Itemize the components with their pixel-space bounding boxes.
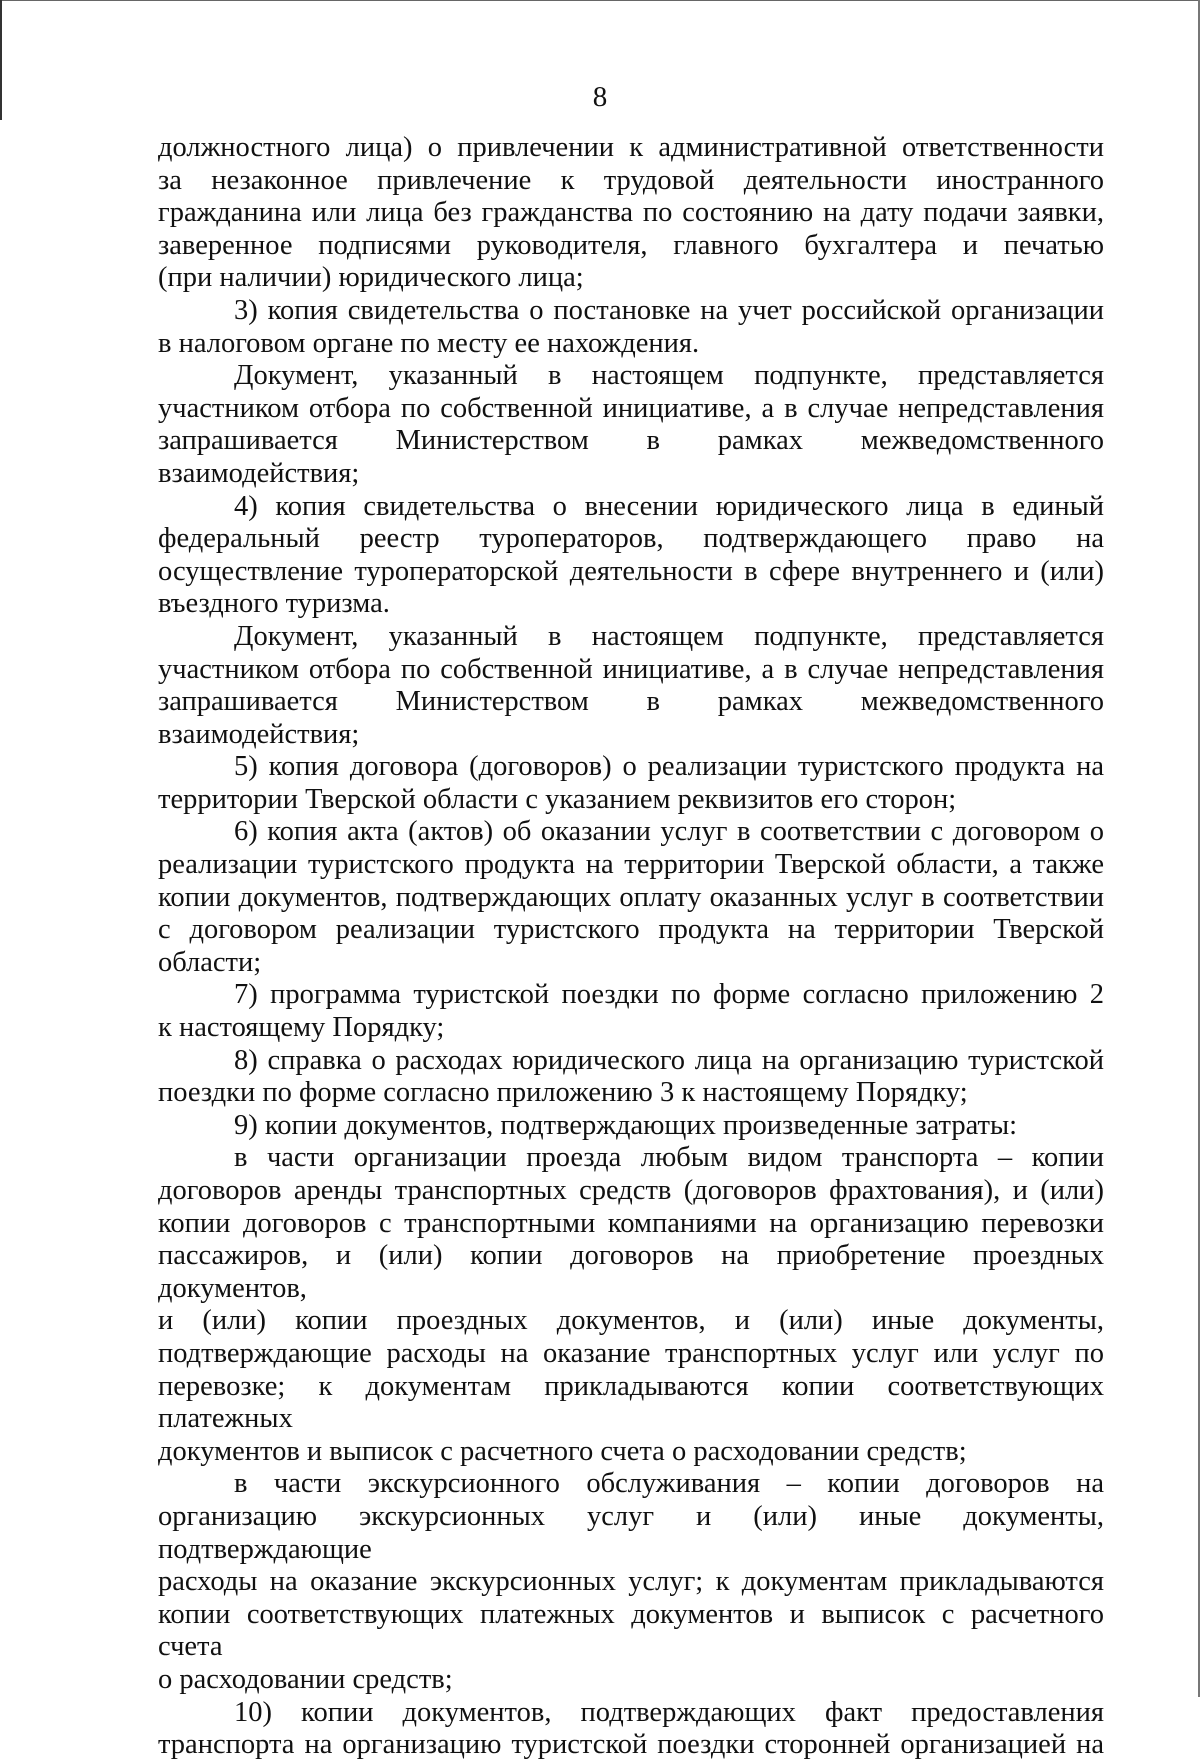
text-line: в налоговом органе по месту ее нахождения.	[158, 327, 700, 359]
page-number: 8	[592, 81, 608, 113]
text-line: запрашивается Министерством в рамках межведомственного взаимодействия;	[158, 425, 1104, 489]
text-line: Документ, указанный в настоящем подпункте, представляется	[234, 620, 1104, 652]
text-line: договоров аренды транспортных средств (договоров фрахтования), и (или)	[158, 1175, 1104, 1206]
text-line: 7) программа туристской поездки по форме согласно приложению 2	[234, 979, 1104, 1011]
text-line: гражданина или лица без гражданства по состоянию на дату подачи заявки,	[158, 197, 1104, 229]
text-line: копии договоров с транспортными компаниями на организацию перевозки	[158, 1207, 1104, 1239]
text-line: с договором реализации туристского продукта на территории Тверской	[158, 914, 1104, 946]
text-line: участником отбора по собственной инициативе, а в случае непредставления	[158, 653, 1104, 685]
text-line: копии документов, подтверждающих оплату оказанных услуг в соответствии	[158, 881, 1104, 913]
text-line: 3) копия свидетельства о постановке на учет российской организации	[234, 294, 1104, 326]
text-line: документов и выписок с расчетного счета о расходовании средств;	[158, 1435, 967, 1467]
text-line: участником отбора по собственной инициативе, а в случае непредставления	[158, 392, 1104, 424]
text-line: 8) справка о расходах юридического лица на организацию туристской	[234, 1044, 1104, 1076]
text-line: должностного лица) о привлечении к административной ответственности	[158, 132, 1104, 163]
text-line: за незаконное привлечение к трудовой деятельности иностранного	[158, 164, 1104, 196]
text-line: 4) копия свидетельства о внесении юридического лица в единый	[234, 490, 1104, 522]
text-line: 9) копии документов, подтверждающих произведенные затраты:	[234, 1109, 1018, 1141]
text-line: организацию экскурсионных услуг и (или) иные документы, подтверждающие	[158, 1500, 1104, 1565]
text-line: к настоящему Порядку;	[158, 1012, 445, 1044]
text-line: реализации туристского продукта на территории Тверской области, а также	[158, 849, 1104, 881]
text-line: копии соответствующих платежных документов и выписок с расчетного счета	[158, 1598, 1104, 1663]
text-line: подтверждающие расходы на оказание транспортных услуг или услуг по	[158, 1337, 1104, 1369]
text-line: территории Тверской области с указанием реквизитов его сторон;	[158, 783, 957, 815]
text-line: въездного туризма.	[158, 588, 390, 620]
text-line: 10) копии документов, подтверждающих факт предоставления	[234, 1696, 1104, 1728]
text-line: транспорта на организацию туристской поездки сторонней организацией на	[158, 1729, 1104, 1761]
text-line: в части экскурсионного обслуживания – копии договоров на	[234, 1468, 1104, 1500]
text-line: запрашивается Министерством в рамках межведомственного взаимодействия;	[158, 686, 1104, 750]
text-line: федеральный реестр туроператоров, подтверждающего право на	[158, 523, 1104, 555]
text-line: 6) копия акта (актов) об оказании услуг в соответствии с договором о	[234, 816, 1104, 848]
text-line: заверенное подписями руководителя, главного бухгалтера и печатью	[158, 229, 1104, 261]
text-line: в части организации проезда любым видом транспорта – копии	[234, 1142, 1104, 1174]
text-line: (при наличии) юридического лица;	[158, 262, 584, 294]
text-line: осуществление туроператорской деятельности в сфере внутреннего и (или)	[158, 555, 1104, 587]
scan-top-edge	[0, 0, 1200, 1]
text-line: 5) копия договора (договоров) о реализации туристского продукта на	[234, 751, 1104, 783]
text-line: области;	[158, 946, 262, 978]
text-line: о расходовании средств;	[158, 1663, 453, 1695]
text-line: пассажиров, и (или) копии договоров на приобретение проездных документов,	[158, 1240, 1104, 1304]
document-body	[158, 132, 1104, 1762]
text-line: поездки по форме согласно приложению 3 к настоящему Порядку;	[158, 1077, 968, 1109]
text-line: перевозке; к документам прикладываются копии соответствующих платежных	[158, 1370, 1104, 1435]
text-line: Документ, указанный в настоящем подпункте, представляется	[234, 360, 1104, 392]
text-line: расходы на оказание экскурсионных услуг; к документам прикладываются	[158, 1566, 1104, 1598]
text-line: и (или) копии проездных документов, и (или) иные документы,	[158, 1305, 1104, 1337]
